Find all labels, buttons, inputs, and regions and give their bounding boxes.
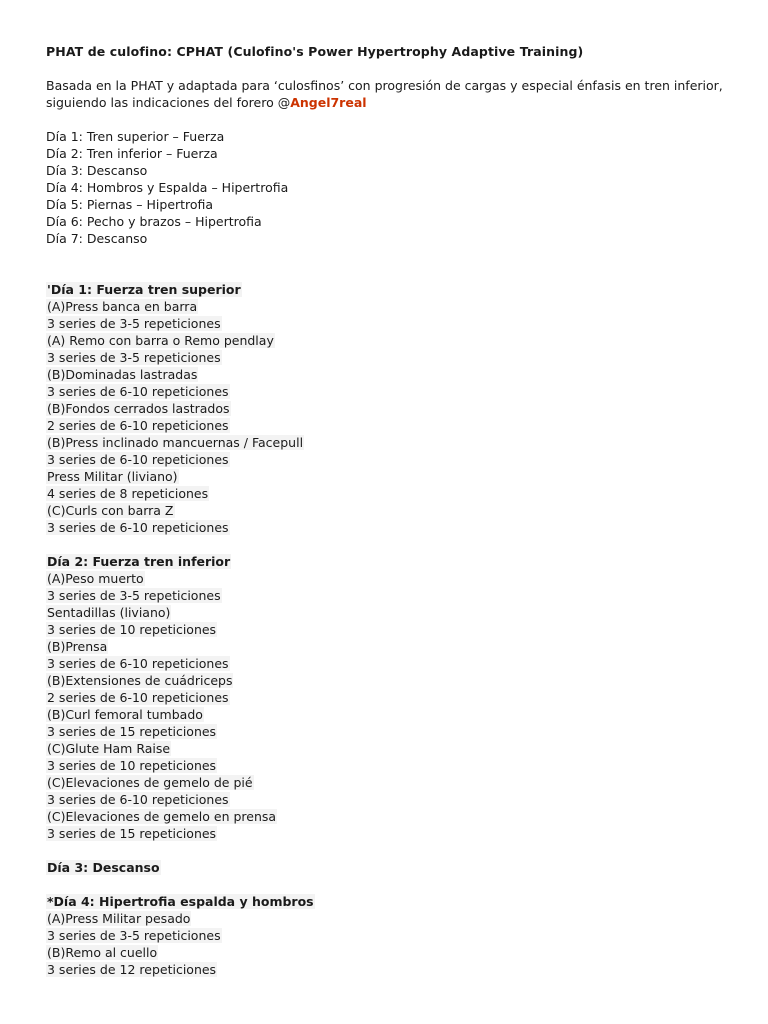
- exercise-line: [46, 774, 728, 791]
- exercise-text: 3 series de 10 repeticiones: [47, 758, 217, 773]
- intro-paragraph: [46, 77, 726, 111]
- exercise-text: (A)Press Militar pesado: [47, 911, 191, 926]
- schedule-item: Día 2: Tren inferior – Fuerza: [46, 146, 218, 161]
- exercise-line: [46, 519, 728, 536]
- exercise-text: (C)Elevaciones de gemelo de pié: [47, 775, 253, 790]
- section-heading: [46, 859, 728, 876]
- exercise-line: [46, 570, 728, 587]
- exercise-line: [46, 400, 728, 417]
- exercise-text: 3 series de 3-5 repeticiones: [47, 350, 221, 365]
- exercise-text: (C)Curls con barra Z: [47, 503, 174, 518]
- exercise-text: (B)Remo al cuello: [47, 945, 158, 960]
- day3-section: [46, 859, 728, 876]
- exercise-text: 3 series de 12 repeticiones: [47, 962, 217, 977]
- exercise-text: 4 series de 8 repeticiones: [47, 486, 209, 501]
- exercise-text: 3 series de 15 repeticiones: [47, 826, 217, 841]
- exercise-text: (B)Extensiones de cuádriceps: [47, 673, 233, 688]
- exercise-line: [46, 740, 728, 757]
- exercise-line: [46, 468, 728, 485]
- section-heading: [46, 281, 728, 298]
- exercise-text: (A) Remo con barra o Remo pendlay: [47, 333, 274, 348]
- intro-text: Basada en la PHAT y adaptada para ‘culosfinos’ con progresión de cargas y especial énfasis en tren inferior, siguiendo las indicaciones del forero @: [46, 78, 723, 110]
- exercise-text: 3 series de 15 repeticiones: [47, 724, 217, 739]
- exercise-text: (B)Fondos cerrados lastrados: [47, 401, 230, 416]
- exercise-text: 3 series de 3-5 repeticiones: [47, 928, 221, 943]
- forum-user-handle[interactable]: Angel7real: [290, 95, 367, 110]
- exercise-line: [46, 451, 728, 468]
- exercise-line: [46, 910, 728, 927]
- exercise-line: [46, 332, 728, 349]
- exercise-line: [46, 502, 728, 519]
- day2-heading: Día 2: Fuerza tren inferior: [47, 554, 231, 569]
- exercise-text: 3 series de 6-10 repeticiones: [47, 792, 229, 807]
- schedule-item: Día 4: Hombros y Espalda – Hipertrofia: [46, 180, 289, 195]
- exercise-text: (B)Prensa: [47, 639, 108, 654]
- exercise-line: [46, 808, 728, 825]
- exercise-line: [46, 927, 728, 944]
- section-heading: [46, 893, 728, 910]
- exercise-text: 3 series de 3-5 repeticiones: [47, 588, 221, 603]
- exercise-line: [46, 366, 728, 383]
- exercise-line: [46, 672, 728, 689]
- exercise-text: 3 series de 10 repeticiones: [47, 622, 217, 637]
- exercise-line: [46, 791, 728, 808]
- exercise-line: [46, 383, 728, 400]
- exercise-line: [46, 655, 728, 672]
- exercise-line: [46, 315, 728, 332]
- exercise-line: [46, 825, 728, 842]
- exercise-text: (A)Press banca en barra: [47, 299, 198, 314]
- document-title: PHAT de culofino: CPHAT (Culofino's Power Hypertrophy Adaptive Training): [46, 44, 584, 59]
- schedule-item: Día 5: Piernas – Hipertrofia: [46, 197, 214, 212]
- day4-section: [46, 893, 728, 978]
- exercise-text: 3 series de 3-5 repeticiones: [47, 316, 221, 331]
- exercise-line: [46, 298, 728, 315]
- exercise-text: 3 series de 6-10 repeticiones: [47, 384, 229, 399]
- exercise-text: 3 series de 6-10 repeticiones: [47, 452, 229, 467]
- exercise-text: (A)Peso muerto: [47, 571, 144, 586]
- exercise-line: [46, 621, 728, 638]
- day4-heading: *Día 4: Hipertrofia espalda y hombros: [47, 894, 314, 909]
- exercise-line: [46, 757, 728, 774]
- exercise-line: [46, 587, 728, 604]
- exercise-text: Press Militar (liviano): [47, 469, 178, 484]
- exercise-text: 2 series de 6-10 repeticiones: [47, 690, 229, 705]
- exercise-line: [46, 434, 728, 451]
- exercise-text: 3 series de 6-10 repeticiones: [47, 656, 229, 671]
- schedule-item: Día 3: Descanso: [46, 163, 148, 178]
- schedule-item: Día 6: Pecho y brazos – Hipertrofia: [46, 214, 262, 229]
- exercise-line: [46, 638, 728, 655]
- day1-section: [46, 281, 728, 536]
- exercise-line: [46, 723, 728, 740]
- exercise-line: [46, 689, 728, 706]
- exercise-line: [46, 706, 728, 723]
- exercise-text: (B)Press inclinado mancuernas / Facepull: [47, 435, 304, 450]
- exercise-line: [46, 944, 728, 961]
- day2-section: [46, 553, 728, 842]
- exercise-line: [46, 417, 728, 434]
- exercise-line: [46, 485, 728, 502]
- exercise-text: (C)Glute Ham Raise: [47, 741, 171, 756]
- exercise-text: 2 series de 6-10 repeticiones: [47, 418, 229, 433]
- schedule-item: Día 7: Descanso: [46, 231, 148, 246]
- day3-heading: Día 3: Descanso: [47, 860, 160, 875]
- exercise-text: 3 series de 6-10 repeticiones: [47, 520, 229, 535]
- exercise-text: Sentadillas (liviano): [47, 605, 171, 620]
- weekly-schedule: [46, 128, 728, 247]
- exercise-line: [46, 961, 728, 978]
- exercise-line: [46, 349, 728, 366]
- exercise-text: (B)Curl femoral tumbado: [47, 707, 203, 722]
- schedule-item: Día 1: Tren superior – Fuerza: [46, 129, 225, 144]
- exercise-line: [46, 604, 728, 621]
- exercise-text: (C)Elevaciones de gemelo en prensa: [47, 809, 277, 824]
- section-heading: [46, 553, 728, 570]
- exercise-text: (B)Dominadas lastradas: [47, 367, 198, 382]
- day1-heading: 'Día 1: Fuerza tren superior: [47, 282, 241, 297]
